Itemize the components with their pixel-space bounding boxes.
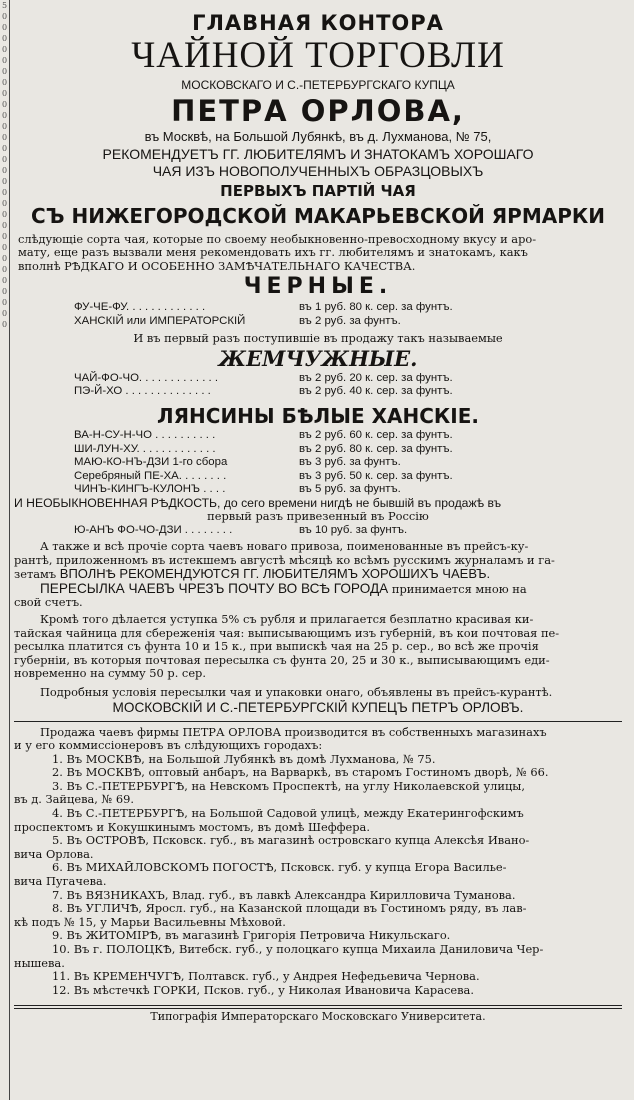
shop-line: проспектомъ и Кокушкинымъ мостомъ, въ домѣ Шеффера. bbox=[14, 820, 370, 834]
discount-line: новременно на сумму 50 р. сер. bbox=[14, 667, 206, 681]
shipping-line1-a: ПЕРЕСЫЛКА ЧАЕВЪ ЧРЕЗЪ ПОЧТУ ВО ВСѢ ГОРОДА bbox=[40, 581, 389, 596]
tea-price: въ 2 руб. 60 к. сер. за фунтъ. bbox=[299, 429, 453, 441]
tea-row bbox=[14, 483, 622, 497]
shipping-line1-b: принимается мною на bbox=[391, 581, 527, 596]
tea-price: въ 3 руб. за фунтъ. bbox=[299, 456, 401, 469]
sales-line1: Продажа чаевъ фирмы ПЕТРА ОРЛОВА производится въ собственныхъ магазинахъ bbox=[40, 725, 547, 739]
tea-name: ШИ-ЛУН-ХУ. . . . . . . . . . . . . bbox=[74, 442, 216, 455]
section-divider bbox=[14, 721, 622, 722]
shop-line: 12. Въ мѣстечкѣ ГОРКИ, Псков. губ., у Николая Ивановича Карасева. bbox=[52, 983, 474, 997]
tea-row bbox=[14, 456, 622, 470]
tea-price: въ 2 руб. 20 к. сер. за фунтъ. bbox=[299, 371, 453, 384]
tea-name: ПЭ-Й-ХО . . . . . . . . . . . . . . bbox=[74, 385, 211, 398]
header-line2: ЧАЙНОЙ ТОРГОВЛИ bbox=[131, 36, 505, 76]
shop-line: 6. Въ МИХАЙЛОВСКОМЪ ПОГОСТѢ, Псковск. губ. у купца Егора Василье- bbox=[52, 861, 507, 875]
shop-line: кѣ подъ № 15, у Марьи Васильевны Мѣховой. bbox=[14, 915, 286, 929]
intro-line: слѣдующіе сорта чая, которые по своему необыкновенно-превосходному вкусу и аро- bbox=[18, 233, 537, 246]
also-line3-a: зетамъ bbox=[14, 567, 57, 582]
conditions-line2: МОСКОВСКІЙ И С.-ПЕТЕРБУРГСКІЙ КУПЕЦЪ ПЕТРЪ ОРЛОВЪ. bbox=[112, 699, 524, 715]
tea-price: въ 5 руб. за фунтъ. bbox=[299, 483, 401, 496]
shop-line: 4. Въ С.-ПЕТЕРБУРГѢ, на Большой Садовой улицѣ, между Екатерингофскимъ bbox=[52, 807, 524, 821]
first-time-line: И въ первый разъ поступившіе въ продажу такъ называемые bbox=[133, 332, 503, 346]
lyansin-heading: ЛЯНСИНЫ БѢЛЫЕ ХАНСКІЕ. bbox=[157, 404, 479, 428]
header-line3: МОСКОВСКАГО И С.-ПЕТЕРБУРГСКАГО КУПЦА bbox=[181, 78, 455, 92]
fair-heading: СЪ НИЖЕГОРОДСКОЙ МАКАРЬЕВСКОЙ ЯРМАРКИ bbox=[31, 204, 605, 228]
tea-name: ЧАЙ-ФО-ЧО. . . . . . . . . . . . . bbox=[74, 371, 219, 384]
header-line1: ГЛАВНАЯ КОНТОРА bbox=[192, 11, 444, 35]
shop-line: вича Орлова. bbox=[14, 847, 94, 861]
shipping-line2: свой счетъ. bbox=[14, 596, 83, 609]
shop-line: 3. Въ С.-ПЕТЕРБУРГѢ, на Невскомъ Проспектѣ, на углу Николаевской улицы, bbox=[52, 779, 525, 793]
conditions-line1: Подробныя условія пересылки чая и упаковки онаго, объявлены въ прейсъ-курантѣ. bbox=[40, 686, 553, 700]
tea-price: въ 3 руб. 50 к. сер. за фунтъ. bbox=[299, 469, 453, 482]
shipping-line1 bbox=[14, 582, 622, 596]
recommend-line1: РЕКОМЕНДУЕТЪ ГГ. ЛЮБИТЕЛЯМЪ И ЗНАТОКАМЪ ХОРОШАГО bbox=[102, 146, 534, 162]
tea-name: Ю-АНЪ ФО-ЧО-ДЗИ . . . . . . . . bbox=[74, 523, 233, 536]
also-line1: А также и всѣ прочіе сорта чаевъ новаго привоза, поименованные въ прейсъ-ку- bbox=[40, 540, 529, 554]
also-line2: рантѣ, приложенномъ въ истекшемъ августѣ мѣсяцѣ ко всѣмъ русскимъ журналамъ и га- bbox=[14, 553, 555, 567]
shop-line: 2. Въ МОСКВѢ, оптовый анбаръ, на Варваркѣ, въ старомъ Гостиномъ дворѣ, № 66. bbox=[52, 766, 549, 780]
first-parties-heading: ПЕРВЫХЪ ПАРТІЙ ЧАЯ bbox=[220, 182, 416, 200]
shop-line: 9. Въ ЖИТОМІРѢ, въ магазинѣ Григорія Петровича Никульскаго. bbox=[52, 929, 451, 943]
shop-line: 1. Въ МОСКВѢ, на Большой Лубянкѣ въ домѣ Лухманова, № 75. bbox=[52, 752, 436, 766]
rarity-line2: первый разъ привезенный въ Россію bbox=[207, 510, 429, 524]
tea-name: ЧИНЪ-КИНГЪ-КУЛОНЪ . . . . bbox=[74, 483, 226, 496]
tea-row bbox=[14, 470, 622, 484]
tea-price: въ 2 руб. 40 к. сер. за фунтъ. bbox=[299, 385, 453, 398]
intro bbox=[14, 233, 622, 273]
shop-list bbox=[14, 753, 622, 998]
shop-line: въ д. Зайцева, № 69. bbox=[14, 793, 135, 807]
shop-line: 8. Въ УГЛИЧѢ, Яросл. губ., на Казанской площади въ Гостиномъ ряду, въ лав- bbox=[52, 902, 527, 916]
tea-row bbox=[14, 524, 622, 538]
also-line3 bbox=[14, 567, 622, 581]
intro-line: вполнѣ РѢДКАГО И ОСОБЕННО ЗАМѢЧАТЕЛЬНАГО КАЧЕСТВА. bbox=[18, 259, 416, 273]
discount-line: губерніи, въ которыя почтовая пересылка съ фунта 20, 25 и 30 к., выписывающимъ еди- bbox=[14, 653, 550, 667]
tea-name: ХАНСКІЙ или ИМПЕРАТОРСКІЙ bbox=[74, 314, 246, 327]
discount-line: тайская чайница для сбереженія чая: выписывающимъ изъ губерній, въ кои почтовая пе- bbox=[14, 626, 560, 640]
shop-line: нышева. bbox=[14, 956, 65, 970]
shop-line: вича Пугачева. bbox=[14, 875, 107, 888]
tea-name: ВА-Н-СУ-Н-ЧО . . . . . . . . . . bbox=[74, 429, 216, 441]
rarity-line1: И НЕОБЫКНОВЕННАЯ РѢДКОСТЬ, до сего времени нигдѣ не бывшій въ продажѣ въ bbox=[14, 496, 502, 510]
black-tea-heading: ЧЕРНЫЕ. bbox=[243, 274, 393, 300]
tea-row bbox=[14, 315, 622, 329]
also-line3-b: ВПОЛНѢ РЕКОМЕНДУЮТСЯ ГГ. ЛЮБИТЕЛЯМЪ ХОРОШИХЪ ЧАЕВЪ. bbox=[59, 567, 491, 582]
tea-row bbox=[14, 385, 622, 399]
tea-row bbox=[14, 429, 622, 443]
tea-name: МАЮ-КО-НЪ-ДЗИ 1-го сбора bbox=[74, 456, 228, 469]
tea-price: въ 10 руб. за фунтъ. bbox=[299, 523, 408, 536]
also-paragraph bbox=[14, 540, 622, 581]
discount-paragraph bbox=[14, 613, 622, 680]
discount-line: Кромѣ того дѣлается уступка 5% съ рубля и прилагается безплатно красивая ки- bbox=[40, 613, 534, 627]
tea-row bbox=[14, 372, 622, 386]
shop-line: 7. Въ ВЯЗНИКАХЪ, Влад. губ., въ лавкѣ Александра Кирилловича Туманова. bbox=[52, 888, 516, 902]
tea-row bbox=[14, 301, 622, 315]
footer-rule-top bbox=[14, 1005, 622, 1006]
tea-row bbox=[14, 443, 622, 457]
tea-name: ФУ-ЧЕ-ФУ. . . . . . . . . . . . . bbox=[74, 301, 206, 314]
pearl-tea-heading: ЖЕМЧУЖНЫЕ. bbox=[218, 345, 418, 371]
shop-line: 5. Въ ОСТРОВѢ, Псковск. губ., въ магазинѣ островскаго купца Алексѣя Ивано- bbox=[52, 834, 530, 848]
address: въ Москвѣ, на Большой Лубянкѣ, въ д. Лухманова, № 75, bbox=[144, 129, 492, 144]
printer-imprint: Типографія Императорскаго Московскаго Университета. bbox=[150, 1010, 486, 1024]
margin-fragment: 5 0 0 0 0 0 0 0 0 0 0 0 0 0 0 0 0 0 0 0 0 0 0 0 0 0 0 0 0 0 bbox=[0, 0, 10, 1100]
discount-line: ресылка платится съ фунта 10 и 15 к., при выпискѣ чая на 25 р. сер., во всѣ же прочія bbox=[14, 640, 539, 654]
tea-name: Серебряный ПЕ-ХА. . . . . . . . bbox=[74, 469, 227, 482]
sales-intro bbox=[14, 726, 622, 753]
tea-price: въ 2 руб. за фунтъ. bbox=[299, 314, 401, 327]
advertisement-page bbox=[14, 10, 622, 1025]
shop-line: 10. Въ г. ПОЛОЦКѢ, Витебск. губ., у полоцкаго купца Михаила Даниловича Чер- bbox=[52, 942, 544, 956]
tea-price: въ 2 руб. 80 к. сер. за фунтъ. bbox=[299, 442, 453, 455]
intro-line: мату, еще разъ вызвали меня рекомендовать ихъ гг. любителямъ и знатокамъ, какъ bbox=[18, 246, 528, 260]
sales-line2: и у его коммиссіонеровъ въ слѣдующихъ городахъ: bbox=[14, 739, 323, 753]
recommend-line2: ЧАЯ ИЗЪ НОВОПОЛУЧЕННЫХЪ ОБРАЗЦОВЫХЪ bbox=[152, 163, 484, 179]
tea-price: въ 1 руб. 80 к. сер. за фунтъ. bbox=[299, 301, 453, 314]
shop-line: 11. Въ КРЕМЕНЧУГѢ, Полтавск. губ., у Андрея Нефедьевича Чернова. bbox=[52, 970, 480, 984]
merchant-name: ПЕТРА ОРЛОВА, bbox=[171, 94, 465, 128]
